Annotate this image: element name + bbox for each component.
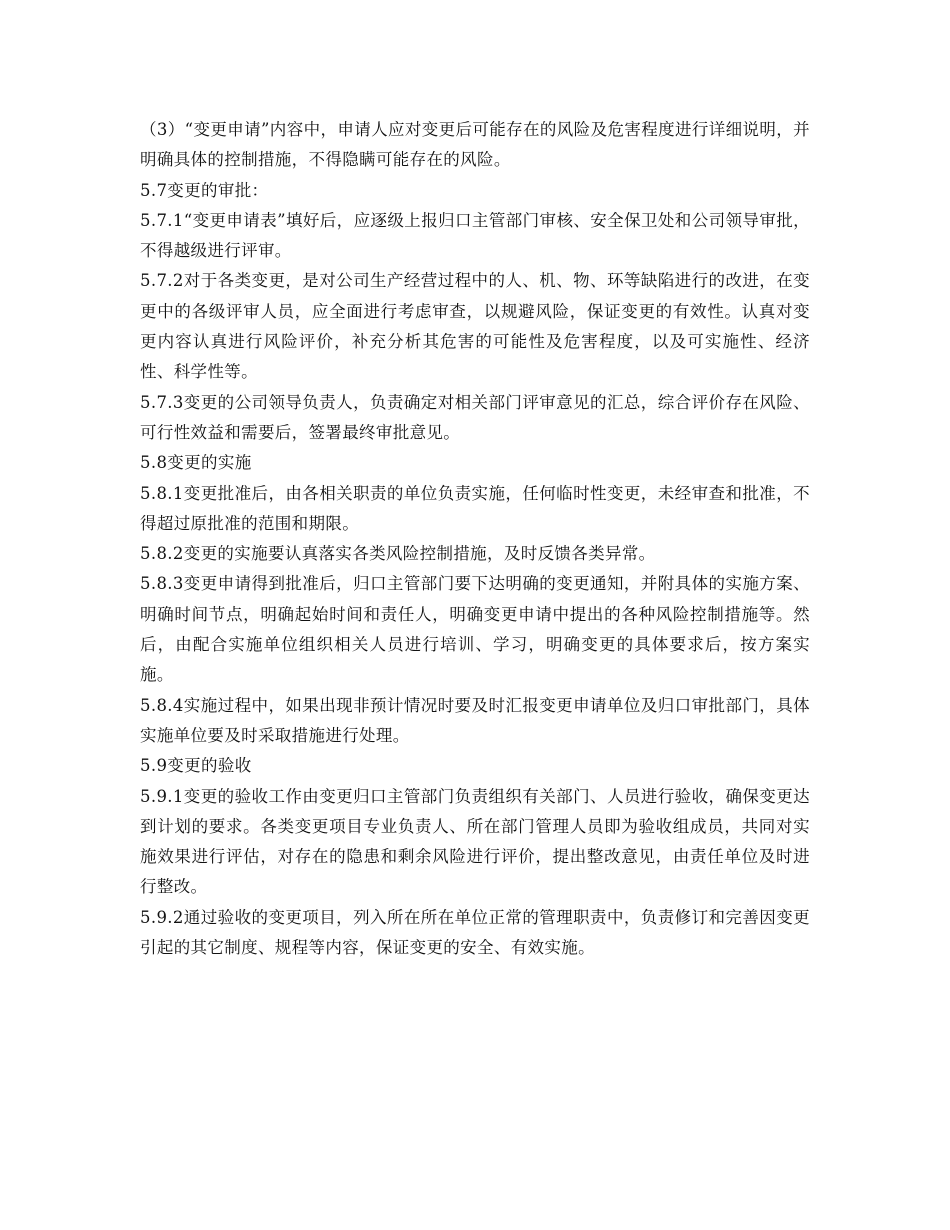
paragraph-5-8-3: 5.8.3变更申请得到批准后，归口主管部门要下达明确的变更通知，并附具体的实施方案、明确时间节点，明确起始时间和责任人，明确变更申请中提出的各种风险控制措施等。然后，由配合实施单位组织相关人员进行培训、学习，明确变更的具体要求后，按方案实施。 <box>140 574 810 685</box>
paragraph-5-8-4: 5.8.4实施过程中，如果出现非预计情况时要及时汇报变更申请单位及归口审批部门，具体实施单位要及时采取措施进行处理。 <box>140 695 810 745</box>
paragraph-5-9-2: 5.9.2通过验收的变更项目，列入所在所在单位正常的管理职责中，负责修订和完善因变更引起的其它制度、规程等内容，保证变更的安全、有效实施。 <box>140 907 810 958</box>
paragraph-risk-description: （3）“变更申请”内容中，申请人应对变更后可能存在的风险及危害程度进行详细说明，并明确具体的控制措施，不得隐瞒可能存在的风险。 <box>140 120 810 170</box>
heading-5-7-approval: 5.7变更的审批： <box>140 180 269 200</box>
document-body <box>140 115 810 963</box>
paragraph-5-9-1: 5.9.1变更的验收工作由变更归口主管部门负责组织有关部门、人员进行验收，确保变更达到计划的要求。各类变更项目专业负责人、所在部门管理人员即为验收组成员，共同对实施效果进行评估，对存在的隐患和剩余风险进行评价，提出整改意见，由责任单位及时进行整改。 <box>140 786 810 897</box>
paragraph-5-8-1: 5.8.1变更批准后，由各相关职责的单位负责实施，任何临时性变更，未经审查和批准，不得超过原批准的范围和期限。 <box>140 483 810 533</box>
heading-5-9-acceptance: 5.9变更的验收 <box>140 756 252 776</box>
paragraph-5-7-2: 5.7.2对于各类变更，是对公司生产经营过程中的人、机、物、环等缺陷进行的改进，在变更中的各级评审人员，应全面进行考虑审查，以规避风险，保证变更的有效性。认真对变更内容认真进行风险评价，补充分析其危害的可能性及危害程度，以及可实施性、经济性、科学性等。 <box>140 271 810 382</box>
paragraph-5-7-1: 5.7.1“变更申请表”填好后，应逐级上报归口主管部门审核、安全保卫处和公司领导审批，不得越级进行评审。 <box>140 210 810 261</box>
paragraph-5-8-2: 5.8.2变更的实施要认真落实各类风险控制措施，及时反馈各类异常。 <box>140 544 656 564</box>
paragraph-5-7-3: 5.7.3变更的公司领导负责人，负责确定对相关部门评审意见的汇总，综合评价存在风险、可行性效益和需要后，签署最终审批意见。 <box>140 392 810 442</box>
heading-5-8-implementation: 5.8变更的实施 <box>140 453 252 473</box>
